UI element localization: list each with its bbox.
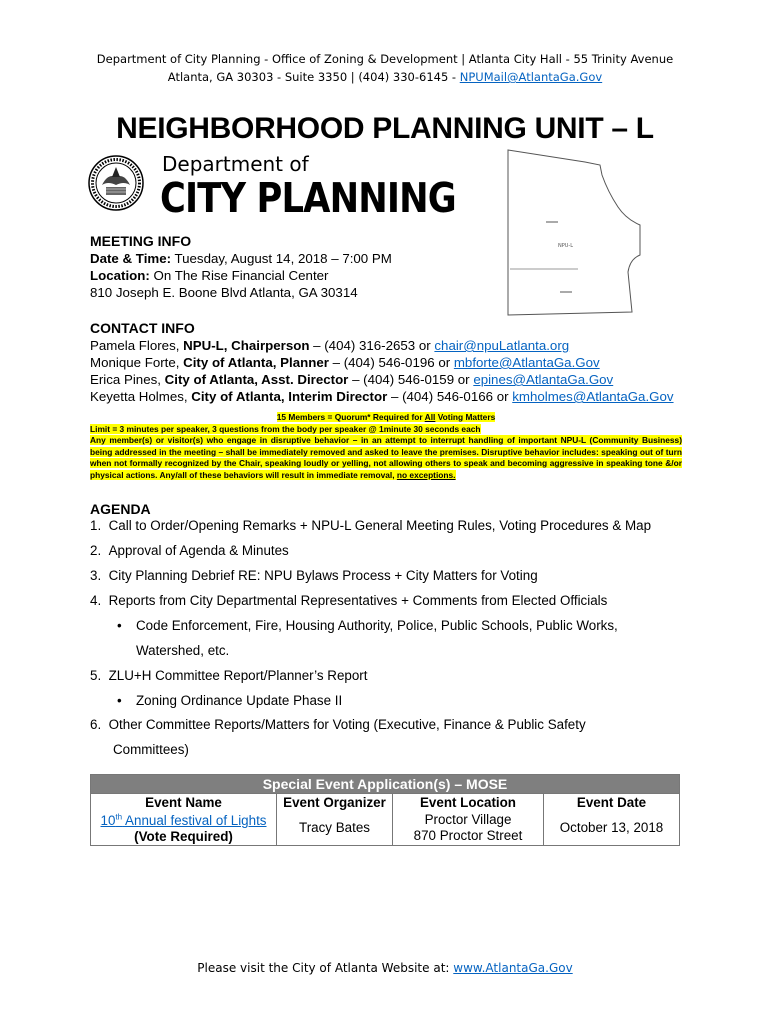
behavior-end: no exceptions. (396, 469, 456, 480)
special-events-table (90, 774, 680, 846)
table-caption: Special Event Application(s) – MOSE (91, 775, 680, 794)
map-label: NPU-L (558, 243, 574, 249)
event-location-cell (393, 810, 544, 846)
contact-role: NPU-L, Chairperson (183, 338, 310, 353)
header-contact-text: Atlanta, GA 30303 - Suite 3350 | (404) 330-6145 - (167, 70, 460, 84)
event-number: 10 (100, 813, 116, 829)
datetime-value: Tuesday, August 14, 2018 – 7:00 PM (174, 251, 392, 266)
bullet-icon: • (117, 618, 122, 633)
footer (0, 961, 770, 975)
contact-name: Erica Pines, (90, 372, 165, 387)
contact-info (90, 320, 674, 405)
agenda-subitem-text: Code Enforcement, Fire, Housing Authority, Police, Public Schools, Public Works, (136, 618, 618, 633)
contact-email-link[interactable]: kmholmes@AtlantaGa.Gov (512, 389, 674, 404)
agenda-item: 3. City Planning Debrief RE: NPU Bylaws Process + City Matters for Voting (90, 568, 538, 583)
page-title: NEIGHBORHOOD PLANNING UNIT – L (116, 112, 654, 145)
contact-email-link[interactable]: mbforte@AtlantaGa.Gov (453, 355, 600, 370)
header-email-link[interactable]: NPUMail@AtlantaGa.Gov (459, 70, 603, 84)
limit-line (90, 424, 682, 436)
meeting-info (90, 233, 392, 301)
limit-text: Limit = 3 minutes per speaker, 3 questions from the body per speaker @ 1minute 30 seconds each (90, 423, 481, 434)
column-header: Event Date (544, 794, 680, 811)
vote-required-label: (Vote Required) (134, 829, 233, 845)
event-organizer-cell: Tracy Bates (277, 810, 393, 846)
conduct-notice (90, 412, 682, 482)
agenda-item: 6. Other Committee Reports/Matters for Voting (Executive, Finance & Public Safety (90, 717, 586, 732)
meeting-address: 810 Joseph E. Boone Blvd Atlanta, GA 30314 (90, 285, 358, 300)
agenda-item: 2. Approval of Agenda & Minutes (90, 543, 289, 558)
contact-role: City of Atlanta, Interim Director (191, 389, 388, 404)
event-location-line: 870 Proctor Street (413, 827, 523, 843)
behavior-text: Any member(s) or visitor(s) who engage in disruptive behavior – in an attempt to interrupt handling of important NPU-L (Community Business) being addressed in the meeting – shall be immediately removed and asked to leave the premises. Disruptive behavior includes: speaking out of turn when not formally recognized by the Chair, speaking loudly or yelling, not allowing others to speak and becoming aggressive in speaking tone &/or physical actions. Any/all of these behaviors will result in immediate removal, (90, 435, 682, 480)
datetime-label: Date & Time: (90, 251, 172, 266)
meeting-location (90, 267, 392, 284)
agenda-item: 5. ZLU+H Committee Report/Planner’s Report (90, 668, 368, 683)
contact-row (90, 337, 674, 354)
behavior-paragraph (90, 435, 682, 481)
event-date-cell: October 13, 2018 (544, 810, 680, 846)
contact-info-heading: CONTACT INFO (90, 320, 195, 336)
footer-website-link[interactable]: www.AtlantaGa.Gov (453, 961, 573, 975)
event-location-line: Proctor Village (424, 811, 512, 827)
column-header: Event Location (393, 794, 544, 811)
contact-role: City of Atlanta, Planner (183, 355, 329, 370)
agenda-subitem-continued: Watershed, etc. (136, 643, 230, 658)
meeting-info-heading: MEETING INFO (90, 233, 192, 249)
contact-phone: – (404) 316-2653 or (309, 338, 435, 353)
column-header: Event Name (91, 794, 277, 811)
quorum-all: All (424, 412, 436, 422)
agenda-item: 1. Call to Order/Opening Remarks + NPU-L General Meeting Rules, Voting Procedures & Map (90, 518, 652, 533)
event-name-cell (91, 810, 277, 846)
footer-text: Please visit the City of Atlanta Website at: (197, 961, 454, 975)
contact-name: Pamela Flores, (90, 338, 184, 353)
contact-row (90, 388, 674, 405)
contact-phone: – (404) 546-0159 or (348, 372, 474, 387)
contact-role: City of Atlanta, Asst. Director (164, 372, 349, 387)
column-header: Event Organizer (277, 794, 393, 811)
agenda-item: 4. Reports from City Departmental Representatives + Comments from Elected Officials (90, 593, 608, 608)
contact-phone: – (404) 546-0196 or (328, 355, 454, 370)
logo-city-planning: CITY PLANNING (160, 174, 456, 222)
contact-phone: – (404) 546-0166 or (387, 389, 513, 404)
contact-row (90, 354, 674, 371)
meeting-datetime (90, 250, 392, 267)
quorum-line (90, 412, 682, 424)
location-label: Location: (90, 268, 150, 283)
header-address-line: Department of City Planning - Office of Zoning & Development | Atlanta City Hall - 55 Trinity Avenue (96, 52, 674, 66)
logo-department-of: Department of (162, 152, 309, 176)
table-row (91, 810, 680, 846)
contact-email-link[interactable]: chair@npuLatlanta.org (434, 338, 570, 353)
agenda-subitem-text: Zoning Ordinance Update Phase II (136, 693, 343, 708)
quorum-text-end: Voting Matters (435, 412, 496, 422)
city-seal-logo (88, 155, 144, 211)
event-name-text: Annual festival of Lights (122, 813, 267, 829)
location-value: On The Rise Financial Center (153, 268, 329, 283)
event-name-link[interactable] (101, 813, 267, 828)
contact-name: Keyetta Holmes, (90, 389, 192, 404)
header-contact-line (0, 70, 770, 84)
event-ordinal: th (115, 813, 123, 822)
contact-name: Monique Forte, (90, 355, 184, 370)
bullet-icon: • (117, 693, 122, 708)
quorum-text: 15 Members = Quorum* Required for (276, 412, 425, 422)
contact-email-link[interactable]: epines@AtlantaGa.Gov (473, 372, 614, 387)
npu-l-map (500, 147, 650, 322)
agenda-item-continued: Committees) (113, 742, 189, 757)
agenda-heading: AGENDA (90, 501, 151, 517)
contact-row (90, 371, 674, 388)
